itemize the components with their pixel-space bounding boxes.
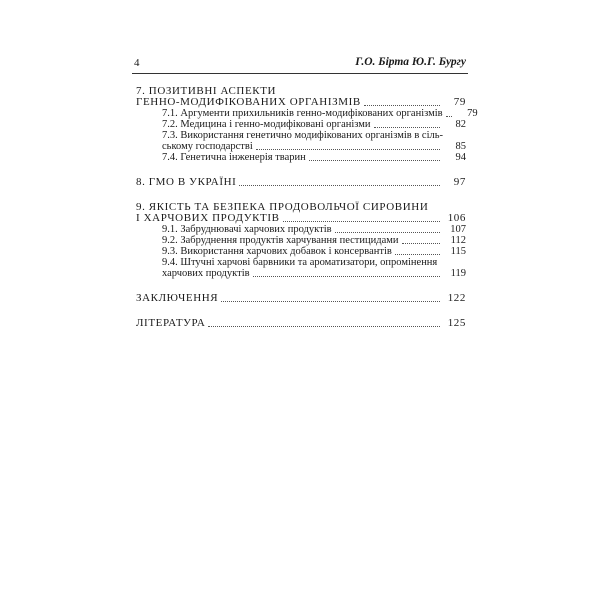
toc-leader-dots	[446, 115, 452, 117]
toc-entry-title: 7.2. Медицина і генно-модифіковані організми	[162, 119, 371, 130]
toc-leader-dots	[364, 104, 440, 106]
toc-leader-dots	[208, 325, 440, 327]
toc-page-number: 82	[455, 119, 466, 130]
running-header	[132, 55, 468, 74]
toc-leader-dots	[239, 184, 440, 186]
toc-entry-title: 9.3. Використання харчових добавок і консервантів	[162, 246, 392, 257]
toc-leader-dots	[256, 148, 440, 150]
toc-page-number: 122	[447, 292, 466, 304]
toc-entry-9-4-line1: 9.4. Штучні харчові барвники та ароматизатори, опромінення	[162, 257, 438, 268]
running-header-authors: Г.О. Бірта Ю.Г. Бургу	[355, 56, 466, 68]
toc-leader-dots	[395, 253, 440, 255]
spacer	[136, 163, 466, 177]
toc-page-number: 119	[450, 268, 466, 279]
spacer	[136, 188, 466, 202]
toc-page-number: 79	[453, 96, 466, 108]
toc-entry-title: 9.2. Забруднення продуктів харчування пестицидами	[162, 235, 399, 246]
toc-chapter-7[interactable]	[136, 97, 466, 108]
toc-leader-dots	[374, 126, 440, 128]
spacer	[136, 304, 466, 318]
toc-leader-dots	[283, 220, 440, 222]
toc-entry-title: 7.1. Аргументи прихильників генно-модифікованих організмів	[162, 108, 443, 119]
toc-conclusion[interactable]	[136, 293, 466, 304]
toc-page-number: 94	[455, 152, 466, 163]
toc-leader-dots	[309, 159, 440, 161]
toc-page-number: 79	[467, 108, 478, 119]
toc-leader-dots	[253, 275, 440, 277]
toc-entry-9-2[interactable]	[136, 235, 466, 246]
toc-chapter-8[interactable]	[136, 177, 466, 188]
toc-page-number: 125	[447, 317, 466, 329]
toc-chapter-7-title-line1: 7. ПОЗИТИВНІ АСПЕКТИ	[136, 85, 277, 97]
toc-entry-9-4[interactable]	[136, 268, 466, 279]
toc-page-number: 112	[450, 235, 466, 246]
toc-entry-7-2[interactable]	[136, 119, 466, 130]
table-of-contents	[136, 85, 478, 329]
toc-chapter-9-title-line1: 9. ЯКІСТЬ ТА БЕЗПЕКА ПРОДОВОЛЬЧОЇ СИРОВИНИ	[136, 201, 429, 213]
toc-page-number: 97	[453, 176, 466, 188]
toc-page-number: 106	[447, 212, 466, 224]
toc-page-number: 115	[450, 246, 466, 257]
toc-entry-7-3[interactable]	[136, 141, 466, 152]
toc-entry-title: ському господарстві	[162, 141, 253, 152]
toc-chapter-7-title-line2: ГЕННО-МОДИФІКОВАНИХ ОРГАНІЗМІВ	[136, 96, 361, 108]
toc-chapter-9-title-line2: І ХАРЧОВИХ ПРОДУКТІВ	[136, 212, 280, 224]
toc-entry-9-3[interactable]	[136, 246, 466, 257]
page-number: 4	[134, 57, 140, 69]
toc-leader-dots	[335, 231, 440, 233]
toc-page-number: 107	[450, 224, 466, 235]
spacer	[136, 279, 466, 293]
toc-leader-dots	[221, 300, 440, 302]
toc-entry-title: 9.1. Забруднювачі харчових продуктів	[162, 224, 332, 235]
toc-leader-dots	[402, 242, 441, 244]
toc-page-number: 85	[455, 141, 466, 152]
toc-chapter-8-title: 8. ГМО В УКРАЇНІ	[136, 176, 237, 188]
toc-literature-title: ЛІТЕРАТУРА	[136, 317, 206, 329]
toc-entry-title: 7.4. Генетична інженерія тварин	[162, 152, 306, 163]
toc-entry-7-1[interactable]	[136, 108, 478, 119]
toc-entry-7-3-line1: 7.3. Використання генетично модифікованих організмів в сіль-	[162, 130, 444, 141]
toc-entry-9-1[interactable]	[136, 224, 466, 235]
toc-literature[interactable]	[136, 318, 466, 329]
toc-chapter-9[interactable]	[136, 213, 466, 224]
toc-entry-7-4[interactable]	[136, 152, 466, 163]
toc-entry-title: харчових продуктів	[162, 268, 250, 279]
toc-conclusion-title: ЗАКЛЮЧЕННЯ	[136, 292, 219, 304]
